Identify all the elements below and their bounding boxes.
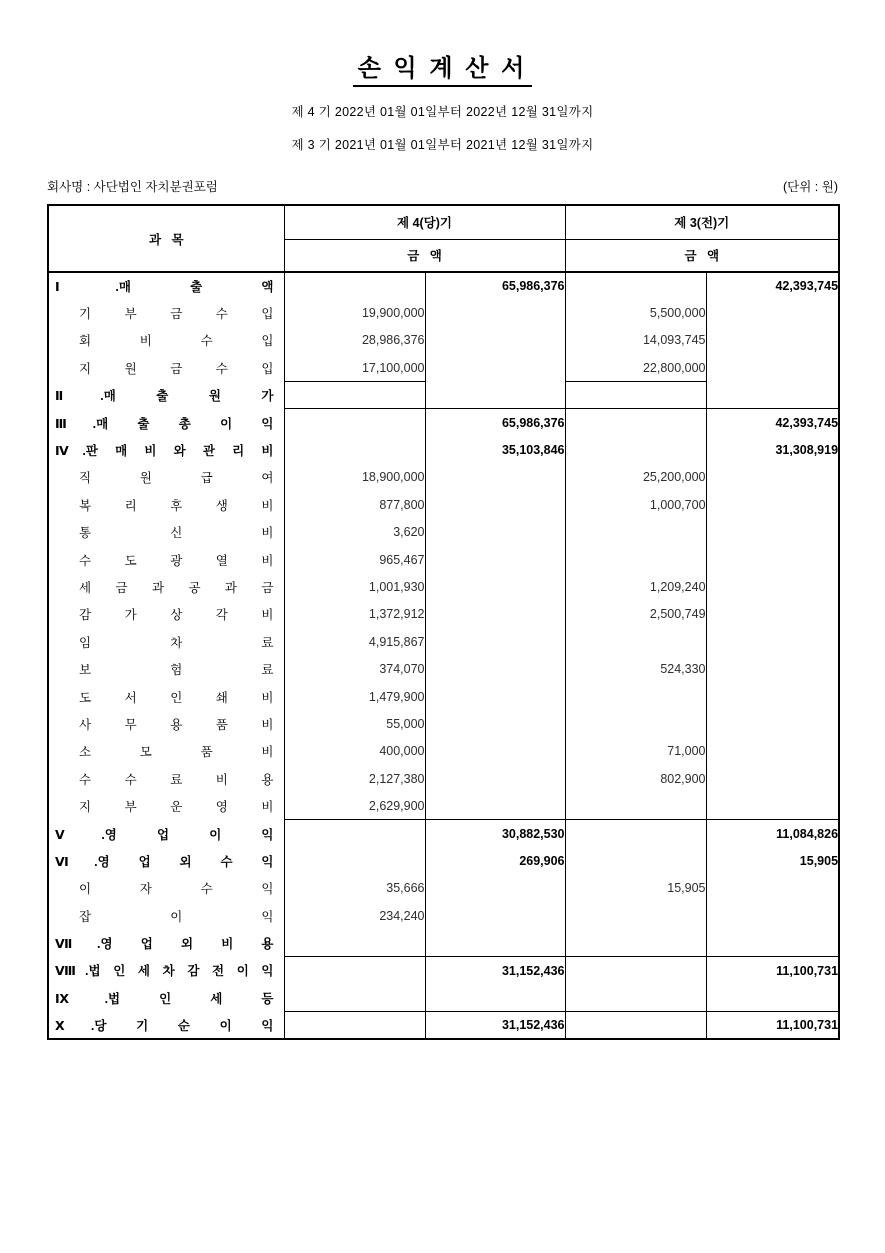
table-row <box>48 847 839 874</box>
meta-row <box>47 177 838 195</box>
amount-prior-total <box>706 902 839 929</box>
amount-current-detail: 3,620 <box>284 519 425 546</box>
row-label: 잡 이 익 <box>79 909 274 924</box>
amount-current-total <box>425 546 565 573</box>
table-row <box>48 491 839 518</box>
row-label: Ⅱ.매 출 원 가 <box>55 389 274 404</box>
header-period-prior: 제 3(전)기 <box>565 205 839 239</box>
amount-current-detail: 28,986,376 <box>284 327 425 354</box>
amount-current-total <box>425 327 565 354</box>
amount-current-detail <box>284 382 425 409</box>
amount-prior-detail <box>565 792 706 819</box>
amount-prior-detail <box>565 519 706 546</box>
amount-current-total <box>425 491 565 518</box>
row-label: 사 무 용 품 비 <box>79 717 274 732</box>
amount-current-total <box>425 628 565 655</box>
row-label: Ⅴ.영 업 이 익 <box>55 827 274 842</box>
amount-current-total <box>425 299 565 326</box>
amount-prior-total <box>706 354 839 381</box>
company-label: 회사명 : 사단법인 자치분권포럼 <box>47 180 218 194</box>
amount-current-total <box>425 792 565 819</box>
table-row <box>48 354 839 381</box>
row-label: Ⅲ.매 출 총 이 익 <box>55 416 274 431</box>
row-label: Ⅹ.당 기 순 이 익 <box>55 1018 274 1033</box>
amount-prior-total <box>706 382 839 409</box>
table-row <box>48 628 839 655</box>
amount-current-detail: 1,372,912 <box>284 601 425 628</box>
amount-prior-total <box>706 573 839 600</box>
amount-current-detail <box>284 847 425 874</box>
amount-prior-total: 31,308,919 <box>706 436 839 463</box>
table-row <box>48 655 839 682</box>
amount-prior-total <box>706 929 839 956</box>
table-row <box>48 546 839 573</box>
amount-prior-detail <box>565 820 706 847</box>
amount-current-detail: 35,666 <box>284 875 425 902</box>
amount-prior-total <box>706 519 839 546</box>
amount-prior-detail: 524,330 <box>565 655 706 682</box>
table-row <box>48 710 839 737</box>
amount-current-detail: 1,001,930 <box>284 573 425 600</box>
amount-prior-detail: 22,800,000 <box>565 354 706 381</box>
amount-prior-detail: 15,905 <box>565 875 706 902</box>
amount-current-total: 65,986,376 <box>425 409 565 436</box>
row-label: 보 험 료 <box>79 663 274 678</box>
row-label: 복 리 후 생 비 <box>79 498 274 513</box>
row-label: 소 모 품 비 <box>79 745 274 760</box>
amount-prior-total <box>706 710 839 737</box>
row-label: 기 부 금 수 입 <box>79 307 274 322</box>
amount-current-detail: 17,100,000 <box>284 354 425 381</box>
row-label: 임 차 료 <box>79 635 274 650</box>
table-row <box>48 519 839 546</box>
table-row <box>48 1012 839 1039</box>
amount-current-total <box>425 573 565 600</box>
table-row <box>48 792 839 819</box>
amount-current-total <box>425 929 565 956</box>
amount-prior-detail <box>565 902 706 929</box>
row-label: 수 도 광 열 비 <box>79 553 274 568</box>
amount-prior-detail <box>565 847 706 874</box>
header-amount-prior: 금 액 <box>565 239 839 272</box>
table-row <box>48 464 839 491</box>
amount-prior-detail <box>565 628 706 655</box>
header-row-periods <box>48 205 839 239</box>
amount-prior-detail: 1,209,240 <box>565 573 706 600</box>
amount-prior-detail <box>565 710 706 737</box>
row-label: Ⅷ.법 인 세 차 감 전 이 익 <box>55 964 274 979</box>
amount-prior-total <box>706 327 839 354</box>
amount-current-detail <box>284 272 425 299</box>
unit-label: (단위 : 원) <box>783 180 838 194</box>
amount-current-detail: 374,070 <box>284 655 425 682</box>
amount-prior-total <box>706 491 839 518</box>
amount-prior-detail <box>565 929 706 956</box>
header-subject: 과 목 <box>48 205 284 272</box>
amount-current-total <box>425 382 565 409</box>
amount-current-total <box>425 738 565 765</box>
row-label: 직 원 급 여 <box>79 471 274 486</box>
amount-current-detail: 18,900,000 <box>284 464 425 491</box>
amount-current-detail <box>284 409 425 436</box>
amount-prior-detail <box>565 409 706 436</box>
table-row <box>48 272 839 299</box>
amount-current-total <box>425 519 565 546</box>
table-row <box>48 984 839 1011</box>
amount-current-total: 31,152,436 <box>425 1012 565 1039</box>
amount-current-detail: 234,240 <box>284 902 425 929</box>
amount-current-detail <box>284 984 425 1011</box>
row-label: 통 신 비 <box>79 526 274 541</box>
amount-prior-total: 11,100,731 <box>706 957 839 984</box>
table-row <box>48 382 839 409</box>
amount-current-detail <box>284 436 425 463</box>
table-row <box>48 327 839 354</box>
row-label: Ⅰ.매 출 액 <box>55 280 274 295</box>
amount-current-total: 269,906 <box>425 847 565 874</box>
amount-prior-detail: 2,500,749 <box>565 601 706 628</box>
amount-prior-detail <box>565 546 706 573</box>
row-label: 이 자 수 익 <box>79 882 274 897</box>
amount-prior-total <box>706 765 839 792</box>
amount-prior-total: 11,084,826 <box>706 820 839 847</box>
amount-prior-total <box>706 601 839 628</box>
amount-prior-total: 15,905 <box>706 847 839 874</box>
row-label: 감 가 상 각 비 <box>79 608 274 623</box>
table-row <box>48 957 839 984</box>
amount-current-total <box>425 902 565 929</box>
table-row <box>48 765 839 792</box>
amount-current-detail: 877,800 <box>284 491 425 518</box>
amount-current-total <box>425 601 565 628</box>
header-amount-current: 금 액 <box>284 239 565 272</box>
amount-current-total: 35,103,846 <box>425 436 565 463</box>
table-row <box>48 683 839 710</box>
table-row <box>48 929 839 956</box>
amount-prior-detail <box>565 683 706 710</box>
amount-prior-total: 42,393,745 <box>706 409 839 436</box>
row-label: 지 부 운 영 비 <box>79 800 274 815</box>
amount-prior-detail <box>565 984 706 1011</box>
income-statement-table <box>47 204 840 1040</box>
amount-current-total <box>425 354 565 381</box>
row-label: Ⅳ.판 매 비 와 관 리 비 <box>55 444 274 459</box>
amount-prior-total <box>706 875 839 902</box>
amount-current-total: 65,986,376 <box>425 272 565 299</box>
table-row <box>48 902 839 929</box>
amount-current-detail: 55,000 <box>284 710 425 737</box>
amount-current-detail: 4,915,867 <box>284 628 425 655</box>
amount-current-detail: 2,629,900 <box>284 792 425 819</box>
period-line-prior: 제 3 기 2021년 01월 01일부터 2021년 12월 31일까지 <box>291 138 594 152</box>
amount-prior-detail: 14,093,745 <box>565 327 706 354</box>
amount-current-detail <box>284 820 425 847</box>
amount-prior-total <box>706 792 839 819</box>
row-label: 회 비 수 입 <box>79 334 274 349</box>
amount-prior-total <box>706 546 839 573</box>
table-row <box>48 601 839 628</box>
amount-current-total <box>425 683 565 710</box>
page-title: 손 익 계 산 서 <box>353 48 533 87</box>
amount-current-detail <box>284 929 425 956</box>
amount-prior-detail <box>565 436 706 463</box>
amount-current-detail: 2,127,380 <box>284 765 425 792</box>
amount-current-detail <box>284 957 425 984</box>
amount-prior-total: 42,393,745 <box>706 272 839 299</box>
row-label: Ⅸ.법 인 세 등 <box>55 991 274 1006</box>
amount-prior-detail <box>565 1012 706 1039</box>
amount-prior-detail <box>565 957 706 984</box>
amount-current-detail: 1,479,900 <box>284 683 425 710</box>
amount-prior-total <box>706 655 839 682</box>
amount-prior-detail: 71,000 <box>565 738 706 765</box>
row-label: Ⅵ.영 업 외 수 익 <box>55 854 274 869</box>
amount-prior-total <box>706 464 839 491</box>
table-row <box>48 436 839 463</box>
amount-current-total: 30,882,530 <box>425 820 565 847</box>
amount-current-detail: 965,467 <box>284 546 425 573</box>
table-row <box>48 409 839 436</box>
amount-prior-detail: 802,900 <box>565 765 706 792</box>
amount-current-total <box>425 464 565 491</box>
table-row <box>48 875 839 902</box>
amount-current-total: 31,152,436 <box>425 957 565 984</box>
amount-prior-total <box>706 683 839 710</box>
row-label: 지 원 금 수 입 <box>79 361 274 376</box>
amount-prior-total <box>706 628 839 655</box>
amount-current-total <box>425 655 565 682</box>
row-label: 수 수 료 비 용 <box>79 772 274 787</box>
amount-current-total <box>425 710 565 737</box>
table-row <box>48 738 839 765</box>
amount-current-total <box>425 984 565 1011</box>
amount-prior-total <box>706 738 839 765</box>
amount-prior-detail <box>565 272 706 299</box>
amount-prior-detail: 1,000,700 <box>565 491 706 518</box>
row-label: 세 금 과 공 과 금 <box>79 580 274 595</box>
header-period-current: 제 4(당)기 <box>284 205 565 239</box>
amount-current-total <box>425 765 565 792</box>
period-line-current: 제 4 기 2022년 01월 01일부터 2022년 12월 31일까지 <box>291 105 594 119</box>
amount-prior-detail <box>565 382 706 409</box>
amount-prior-detail: 25,200,000 <box>565 464 706 491</box>
amount-prior-total: 11,100,731 <box>706 1012 839 1039</box>
amount-current-detail <box>284 1012 425 1039</box>
amount-current-total <box>425 875 565 902</box>
table-row <box>48 299 839 326</box>
amount-prior-total <box>706 984 839 1011</box>
row-label: 도 서 인 쇄 비 <box>79 690 274 705</box>
table-row <box>48 820 839 847</box>
amount-prior-detail: 5,500,000 <box>565 299 706 326</box>
document-header <box>47 48 838 153</box>
table-row <box>48 573 839 600</box>
amount-current-detail: 400,000 <box>284 738 425 765</box>
amount-prior-total <box>706 299 839 326</box>
amount-current-detail: 19,900,000 <box>284 299 425 326</box>
row-label: Ⅶ.영 업 외 비 용 <box>55 937 274 952</box>
